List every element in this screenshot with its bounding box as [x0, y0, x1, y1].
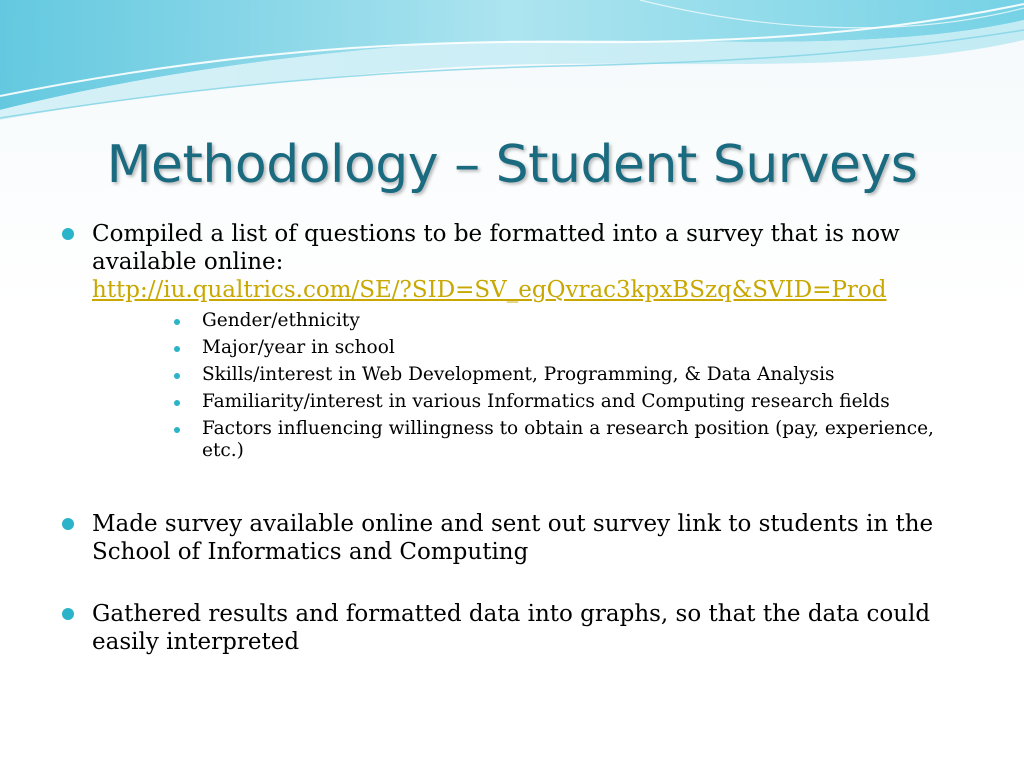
sub-bullet-list — [92, 310, 978, 462]
header-wave-decoration — [0, 0, 1024, 130]
bullet-text: Made survey available online and sent out survey link to students in the School of Informatics and Computing — [92, 511, 934, 565]
sub-bullet-item — [164, 364, 978, 386]
bullet-dot-icon — [62, 608, 74, 620]
survey-link[interactable]: http://iu.qualtrics.com/SE/?SID=SV_egQvrac3kpxBSzq&SVID=Prod — [92, 277, 887, 303]
sub-bullet-dot-icon — [174, 319, 180, 325]
slide-content — [58, 220, 978, 656]
bullet-dot-icon — [62, 228, 74, 240]
slide-title: Methodology – Student Surveys — [106, 135, 918, 195]
bullet-text: Gathered results and formatted data into graphs, so that the data could easily interpreted — [92, 601, 931, 655]
sub-bullet-dot-icon — [174, 427, 180, 433]
bullet-text: Compiled a list of questions to be formatted into a survey that is now available online: — [92, 221, 900, 275]
sub-bullet-item — [164, 391, 978, 413]
bullet-item — [58, 220, 978, 462]
sub-bullet-text: Skills/interest in Web Development, Programming, & Data Analysis — [202, 364, 835, 385]
sub-bullet-text: Major/year in school — [202, 337, 395, 358]
sub-bullet-dot-icon — [174, 346, 180, 352]
sub-bullet-item — [164, 418, 978, 462]
sub-bullet-text: Familiarity/interest in various Informatics and Computing research fields — [202, 391, 890, 412]
sub-bullet-text: Factors influencing willingness to obtain a research position (pay, experience, etc.) — [202, 418, 934, 461]
sub-bullet-dot-icon — [174, 400, 180, 406]
sub-bullet-item — [164, 337, 978, 359]
sub-bullet-dot-icon — [174, 373, 180, 379]
bullet-item — [58, 600, 978, 656]
bullet-dot-icon — [62, 518, 74, 530]
sub-bullet-text: Gender/ethnicity — [202, 310, 360, 331]
sub-bullet-item — [164, 310, 978, 332]
bullet-item — [58, 510, 978, 566]
